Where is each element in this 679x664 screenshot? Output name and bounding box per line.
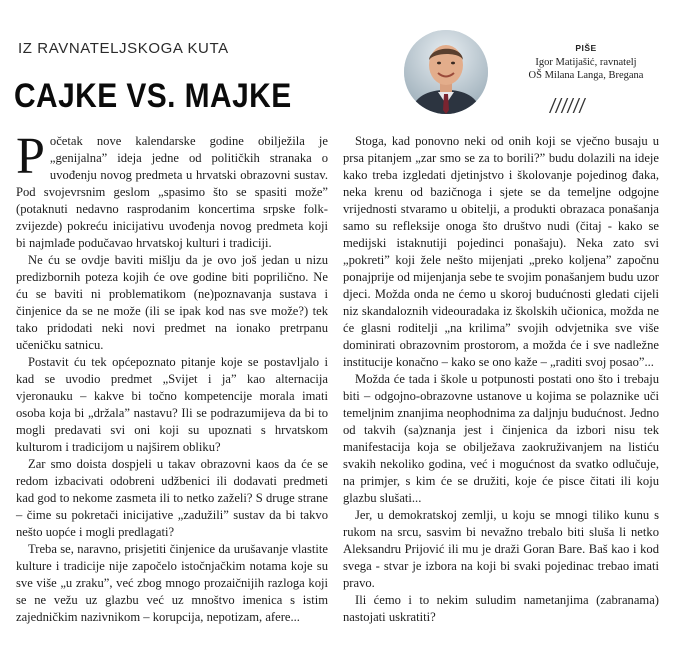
author-byline	[495, 42, 677, 82]
paragraph: Ne ću se ovdje baviti mišlju da je ovo još jedan u nizu predizbornih poteza kojih će ove godine biti poprilično. Ne ću se baviti ni problematikom (ne)poznavanja sustava i činjenice da se ne može (ili se ipak kod nas sve može?) tek tako pridodati neki novi predmet na ionako pretrpanu učeničku satnicu.	[16, 253, 328, 352]
paragraph: Stoga, kad ponovno neki od onih koji se vječno busaju u prsa pitanjem „zar smo se za to borili?” budu dolazili na ideje kako treba izgledati djetinjstvo i školovanje pojedinog đaka, neka krenu od bazičnoga i sjete se da temeljne odgojne vrijednosti stvaramo u obitelji, a produkti obrazaca ponašanja samo su refleksije onoga što društvo nudi (čitaj - kako se medijski istaknutiji pojedinci ponašaju). Neka zato svi „pokreti” koji žele nešto mijenjati „preko koljena” započnu ponajprije od mijenjanja sebe te svojim ponašanjem budu uzor djeci. Možda onda ne ćemo u skoroj budućnosti gledati cijeli niz skandaloznih videouradaka iz školskih učionica, možda ne će glasni roditelji „na krilima” svojih odvjetnika sve više dominirati obrazovnim prostorom, a možda će i sve nadležne institucije konačno – kako se ono kaže – „raditi svoj posao”...	[343, 134, 659, 369]
article-column-left	[16, 128, 328, 626]
paragraph	[16, 128, 328, 252]
decorative-slashes: //////	[549, 96, 586, 118]
paragraph-text: očetak nove kalendarske godine obilježila je „genijalna” ideja jedne od političkih stranaka o uvođenju novog predmeta u hrvatski obrazovni sustav. Pod svojevrsnim geslom „spasimo što se spasiti može” (potaknuti nedavno rasprodanim koncertima srpske folk-zvijezde) pokreću inicijativu uvođenja novog predmeta koji bi najmlađe podučavao hrvatskoj kulturi i tradiciji.	[16, 134, 328, 250]
byline-label: PIŠE	[575, 43, 597, 53]
drop-cap: P	[16, 128, 45, 185]
paragraph: Postavit ću tek općepoznato pitanje koje se postavljalo i kad se uvodio predmet „Svijet i ja” kao alternacija vjeronauku – kakve bi točno kompetencije morala imati osoba koja bi „držala” nastavu? Ili se podrazumijeva da bi to mogli predavati svi oni koji su upoznati s hrvatskom kulturom i tradicijom u najširem obliku?	[16, 355, 328, 454]
section-kicker: IZ RAVNATELJSKOGA KUTA	[18, 40, 229, 57]
author-school: OŠ Milana Langa, Bregana	[528, 70, 644, 81]
author-name: Igor Matijašić, ravnatelj	[535, 57, 637, 68]
paragraph: Jer, u demokratskoj zemlji, u koju se mnogi tiliko kunu s rukom na srcu, sasvim bi nevažno trebalo biti sluša li netko Aleksandru Prijović ili mu je draži Goran Bare. Baš kao i kod svega - stvar je izbora na koji bi svaki pojedinac trebao imati pravo.	[343, 508, 659, 590]
paragraph: Zar smo doista dospjeli u takav obrazovni kaos da će se redom izbacivati odobreni udžbenici ili dodavati predmeti kad god to nekome zasmeta ili to netko zaželi? S druge strane – čime su pokretači inicijative „zadužili” sustav da bi takvo nešto uopće i mogli predlagati?	[16, 457, 328, 539]
paragraph: Treba se, naravno, prisjetiti činjenice da urušavanje vlastite kulture i tradicije nije započelo istočnjačkim notama koje su sve više „u zraku”, već zbog mnogo prozaičnijih razloga koji se ne vežu uz glazbu već uz mnoštvo imenica s istim zajedničkim nazivnikom – korupcija, nepotizam, afere...	[16, 542, 328, 624]
author-photo	[404, 30, 488, 114]
paragraph: Možda će tada i škole u potpunosti postati ono što i trebaju biti – odgojno-obrazovne ustanove u kojima se polaznike uči temeljnim znanjima neophodnima za daljnju budućnost. Jedno od takvih (sa)znanja jest i činjenica da izbori nisu tek manifestacija koja se obilježava zaokruživanjem na listiću svakih nekoliko godina, već i mogućnost da svatko odlučuje, na primjer, s kim će se družiti, koje će pisce čitati ili koju glazbu slušati...	[343, 372, 659, 505]
author-portrait-image	[404, 30, 488, 114]
paragraph: Ili ćemo i to nekim suludim nametanjima (zabranama) nastojati uskratiti?	[343, 593, 659, 624]
article-headline: CAJKE VS. MAJKE	[14, 77, 292, 115]
article-column-right	[343, 133, 659, 626]
